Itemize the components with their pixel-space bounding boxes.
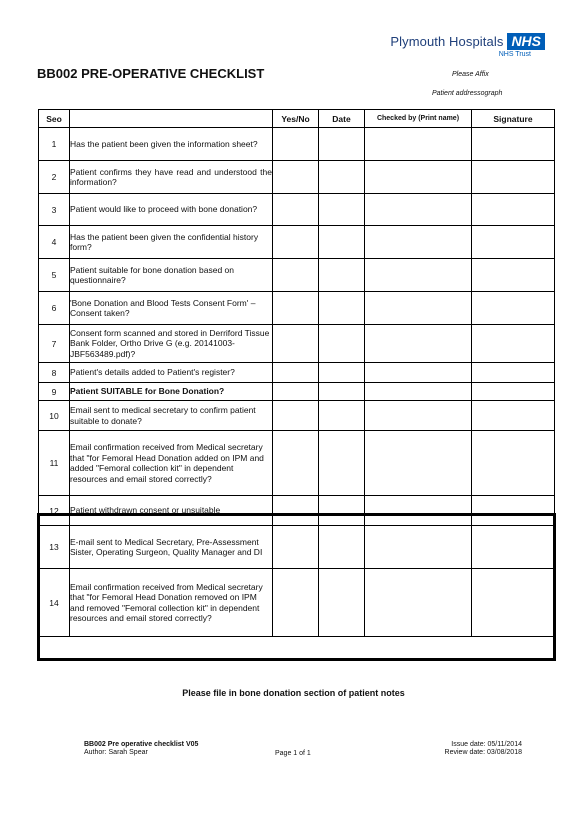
- checked-by-cell[interactable]: [365, 128, 472, 161]
- table-row: [39, 325, 555, 363]
- column-header-date: Date: [319, 110, 365, 128]
- yes-no-cell[interactable]: [273, 383, 319, 401]
- row-seq: 8: [39, 363, 70, 383]
- date-cell[interactable]: [319, 383, 365, 401]
- yes-no-cell[interactable]: [273, 526, 319, 569]
- checklist-table: [38, 109, 555, 637]
- column-header-item: [70, 110, 273, 128]
- checked-by-cell[interactable]: [365, 161, 472, 194]
- checked-by-cell[interactable]: [365, 431, 472, 496]
- row-item: Email sent to medical secretary to confirm patient suitable to donate?: [70, 401, 273, 431]
- row-item: E-mail sent to Medical Secretary, Pre-Assessment Sister, Operating Surgeon, Quality Manager and DI: [70, 526, 273, 569]
- date-cell[interactable]: [319, 363, 365, 383]
- yes-no-cell[interactable]: [273, 569, 319, 637]
- yes-no-cell[interactable]: [273, 401, 319, 431]
- table-row: [39, 363, 555, 383]
- signature-cell[interactable]: [472, 292, 555, 325]
- row-seq: 11: [39, 431, 70, 496]
- checked-by-cell[interactable]: [365, 259, 472, 292]
- filing-note: Please file in bone donation section of patient notes: [182, 688, 405, 698]
- table-row: [39, 128, 555, 161]
- checked-by-cell[interactable]: [365, 526, 472, 569]
- org-name: Plymouth Hospitals: [390, 34, 504, 49]
- row-item: Email confirmation received from Medical secretary that "for Femoral Head Donation added on IPM and added "Femoral collection kit" in dependent resources and email stored correctly?: [70, 431, 273, 496]
- page-number: Page 1 of 1: [275, 750, 311, 757]
- row-item: Patient withdrawn consent or unsuitable: [70, 496, 273, 526]
- date-cell[interactable]: [319, 226, 365, 259]
- checked-by-cell[interactable]: [365, 401, 472, 431]
- row-item: Patient suitable for bone donation based on questionnaire?: [70, 259, 273, 292]
- checked-by-cell[interactable]: [365, 226, 472, 259]
- row-item: Patient's details added to Patient's register?: [70, 363, 273, 383]
- row-item: 'Bone Donation and Blood Tests Consent Form' – Consent taken?: [70, 292, 273, 325]
- signature-cell[interactable]: [472, 363, 555, 383]
- date-cell[interactable]: [319, 292, 365, 325]
- table-row: [39, 292, 555, 325]
- date-cell[interactable]: [319, 128, 365, 161]
- nhs-logo: [390, 33, 545, 58]
- table-row: [39, 194, 555, 226]
- document-title: BB002 PRE-OPERATIVE CHECKLIST: [37, 66, 265, 81]
- row-item: Patient SUITABLE for Bone Donation?: [70, 383, 273, 401]
- signature-cell[interactable]: [472, 526, 555, 569]
- checked-by-cell[interactable]: [365, 383, 472, 401]
- date-cell[interactable]: [319, 194, 365, 226]
- table-row: [39, 259, 555, 292]
- column-header-yes-no: Yes/No: [273, 110, 319, 128]
- row-seq: 7: [39, 325, 70, 363]
- addressograph-label: Patient addressograph: [432, 90, 503, 97]
- checked-by-cell[interactable]: [365, 325, 472, 363]
- checked-by-cell[interactable]: [365, 194, 472, 226]
- row-seq: 12: [39, 496, 70, 526]
- table-row: [39, 496, 555, 526]
- date-cell[interactable]: [319, 496, 365, 526]
- row-seq: 14: [39, 569, 70, 637]
- checked-by-cell[interactable]: [365, 292, 472, 325]
- checked-by-cell[interactable]: [365, 569, 472, 637]
- signature-cell[interactable]: [472, 194, 555, 226]
- column-header-signature: Signature: [472, 110, 555, 128]
- date-cell[interactable]: [319, 526, 365, 569]
- row-item: Consent form scanned and stored in Derriford Tissue Bank Folder, Ortho Drive G (e.g. 20141003-JBF563489.pdf)?: [70, 325, 273, 363]
- table-header-row: [39, 110, 555, 128]
- row-item: Patient confirms they have read and understood the information?: [70, 161, 273, 194]
- date-cell[interactable]: [319, 161, 365, 194]
- row-seq: 10: [39, 401, 70, 431]
- table-row: [39, 226, 555, 259]
- signature-cell[interactable]: [472, 161, 555, 194]
- yes-no-cell[interactable]: [273, 325, 319, 363]
- document-reference: BB002 Pre operative checklist V05: [84, 741, 199, 748]
- signature-cell[interactable]: [472, 325, 555, 363]
- row-seq: 5: [39, 259, 70, 292]
- org-trust: NHS Trust: [498, 51, 531, 58]
- yes-no-cell[interactable]: [273, 431, 319, 496]
- yes-no-cell[interactable]: [273, 496, 319, 526]
- signature-cell[interactable]: [472, 431, 555, 496]
- table-row: [39, 431, 555, 496]
- yes-no-cell[interactable]: [273, 194, 319, 226]
- yes-no-cell[interactable]: [273, 161, 319, 194]
- nhs-badge: NHS: [507, 33, 545, 50]
- signature-cell[interactable]: [472, 569, 555, 637]
- yes-no-cell[interactable]: [273, 363, 319, 383]
- signature-cell[interactable]: [472, 496, 555, 526]
- table-row: [39, 161, 555, 194]
- row-seq: 6: [39, 292, 70, 325]
- yes-no-cell[interactable]: [273, 128, 319, 161]
- date-cell[interactable]: [319, 401, 365, 431]
- table-row: [39, 401, 555, 431]
- checked-by-cell[interactable]: [365, 496, 472, 526]
- row-seq: 4: [39, 226, 70, 259]
- row-item: Has the patient been given the information sheet?: [70, 128, 273, 161]
- signature-cell[interactable]: [472, 128, 555, 161]
- footer-right: [434, 741, 522, 757]
- table-row: [39, 526, 555, 569]
- table-row: [39, 383, 555, 401]
- review-date: Review date: 03/08/2018: [444, 749, 522, 756]
- author: Author: Sarah Spear: [84, 749, 148, 756]
- affix-label: Please Affix: [452, 71, 489, 78]
- date-cell[interactable]: [319, 431, 365, 496]
- row-item: Email confirmation received from Medical secretary that "for Femoral Head Donation removed on IPM and removed "Femoral collection kit" in dependent resources and email stored correctly?: [70, 569, 273, 637]
- row-seq: 3: [39, 194, 70, 226]
- yes-no-cell[interactable]: [273, 226, 319, 259]
- table-row: [39, 569, 555, 637]
- checked-by-cell[interactable]: [365, 363, 472, 383]
- row-seq: 13: [39, 526, 70, 569]
- row-item: Has the patient been given the confidential history form?: [70, 226, 273, 259]
- row-seq: 9: [39, 383, 70, 401]
- column-header-checked-by: Checked by (Print name): [365, 110, 472, 128]
- row-seq: 2: [39, 161, 70, 194]
- signature-cell[interactable]: [472, 226, 555, 259]
- yes-no-cell[interactable]: [273, 292, 319, 325]
- signature-cell[interactable]: [472, 383, 555, 401]
- row-item: Patient would like to proceed with bone donation?: [70, 194, 273, 226]
- row-seq: 1: [39, 128, 70, 161]
- yes-no-cell[interactable]: [273, 259, 319, 292]
- date-cell[interactable]: [319, 569, 365, 637]
- signature-cell[interactable]: [472, 259, 555, 292]
- column-header-seq: Seo: [39, 110, 70, 128]
- signature-cell[interactable]: [472, 401, 555, 431]
- date-cell[interactable]: [319, 325, 365, 363]
- date-cell[interactable]: [319, 259, 365, 292]
- footer-left: [84, 741, 198, 757]
- issue-date: Issue date: 05/11/2014: [451, 741, 522, 748]
